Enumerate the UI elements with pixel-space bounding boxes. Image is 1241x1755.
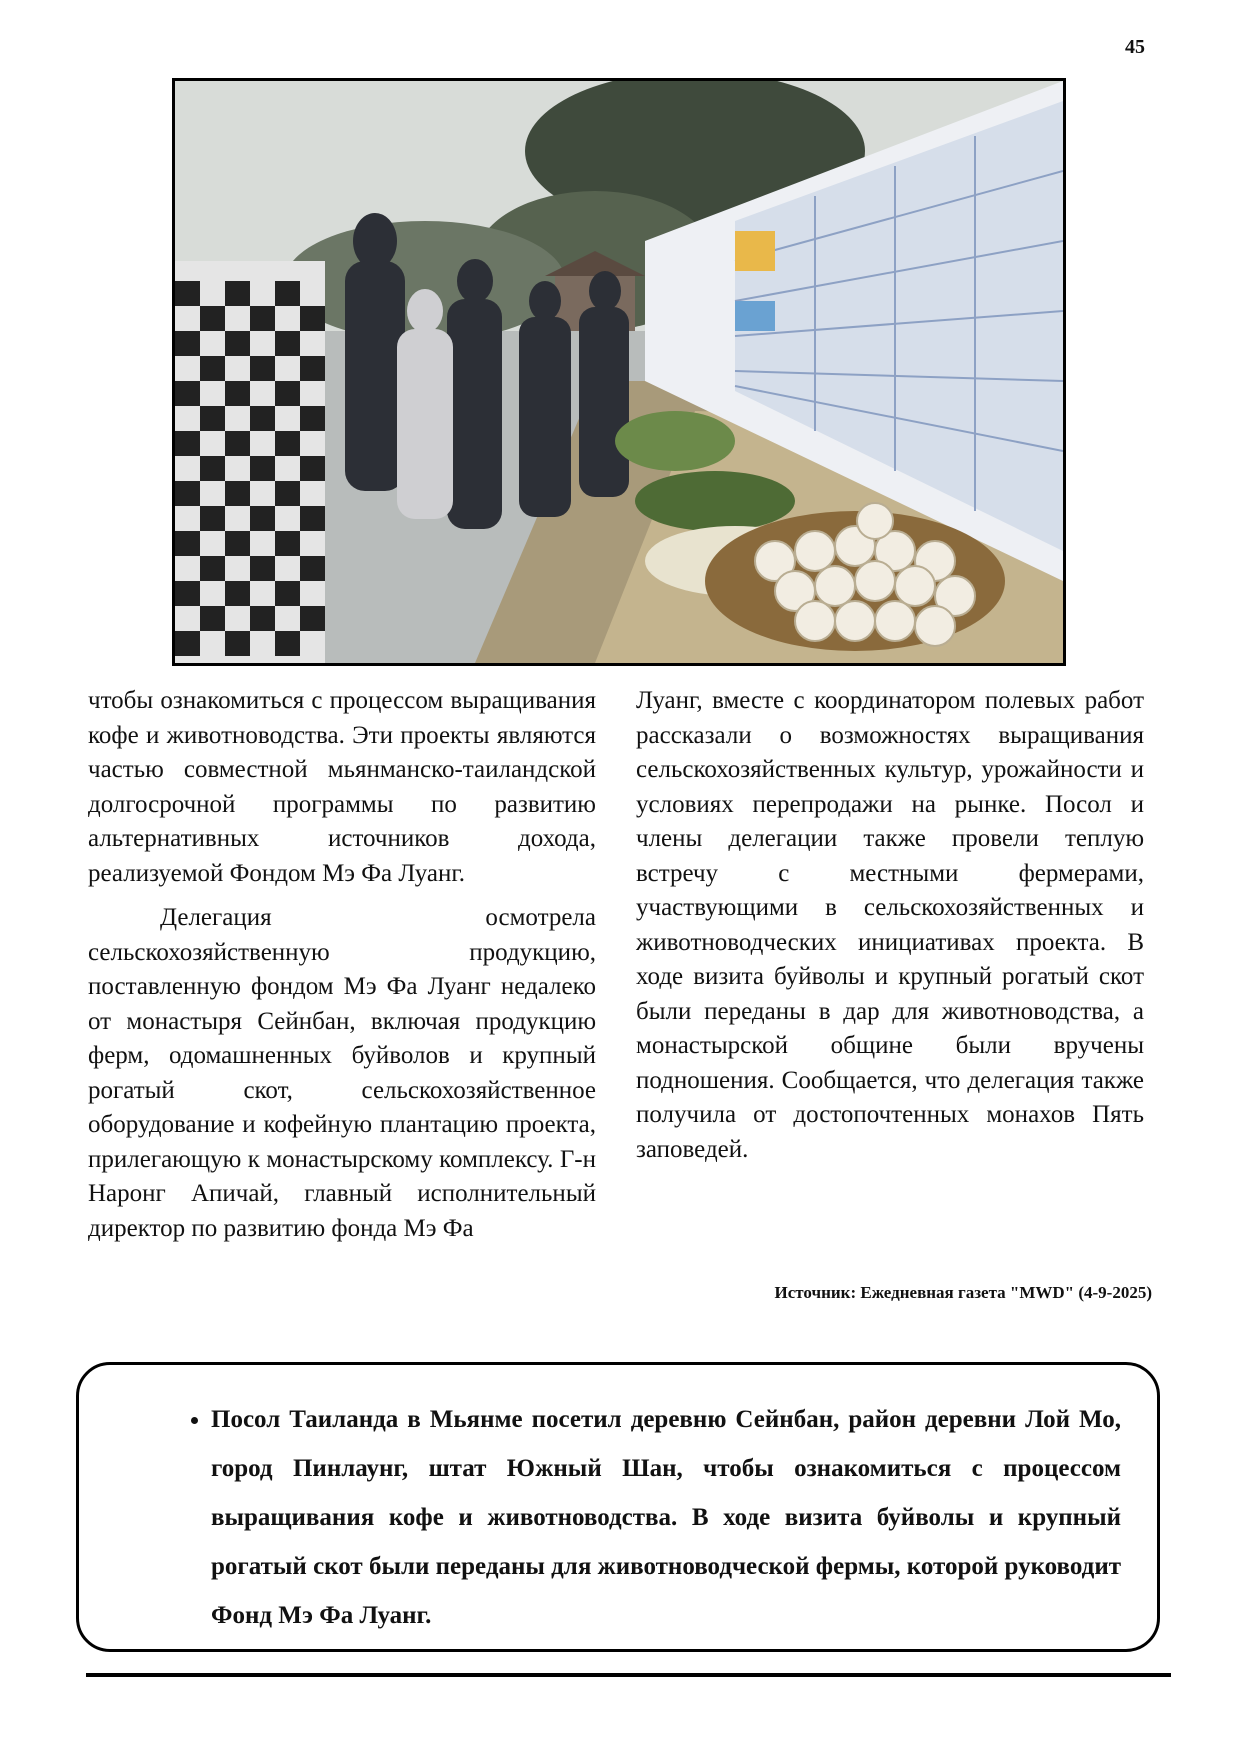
bottom-rule [86,1673,1171,1677]
summary-list [135,1395,1121,1640]
article-paragraph: чтобы ознакомиться с процессом выращивания кофе и животноводства. Эти проекты являются частью совместной мьянманско-таиландской долгосрочной программы по развитию альтернативных источников дохода, реализуемой Фондом Мэ Фа Луанг. [88,687,596,887]
summary-bullet: • Посол Таиланда в Мьянме посетил деревню Сейнбан, район деревни Лой Мо, город Пинлаунг, штат Южный Шан, чтобы ознакомиться с процессом выращивания кофе и животноводства. В ходе визита буйволы и крупный рогатый скот были переданы для животноводческой фермы, которой руководит Фонд Мэ Фа Луанг. [211,1395,1121,1640]
article-right-column [636,684,1144,1177]
article-paragraph: Луанг, вместе с координатором полевых работ рассказали о возможностях выращивания сельскохозяйственных культур, урожайности и условиях перепродажи на рынке. Посол и члены делегации также провели теплую встречу с местными фермерами, участвующими в сельскохозяйственных и животноводческих инициативах проекта. В ходе визита буйволы и крупный рогатый скот были переданы в дар для животноводства, а монастырской общине были вручены подношения. Сообщается, что делегация также получила от достопочтенных монахов Пять заповедей. [636,687,1144,1163]
news-photo [172,78,1066,666]
source-line: Источник: Ежедневная газета "MWD" (4-9-2025) [774,1283,1152,1302]
article-paragraph: Делегация осмотрела сельскохозяйственную продукцию, поставленную фондом Мэ Фа Луанг недалеко от монастыря Сейнбан, включая продукцию ферм, одомашненных буйволов и крупный рогатый скот, сельскохозяйственное оборудование и кофейную плантацию проекта, прилегающую к монастырскому комплексу. Г-н Наронг Апичай, главный исполнительный директор по развитию фонда Мэ Фа [88,904,596,1242]
article-left-column [88,684,596,1256]
page-number: 45 [1125,36,1145,58]
summary-box [76,1362,1160,1652]
